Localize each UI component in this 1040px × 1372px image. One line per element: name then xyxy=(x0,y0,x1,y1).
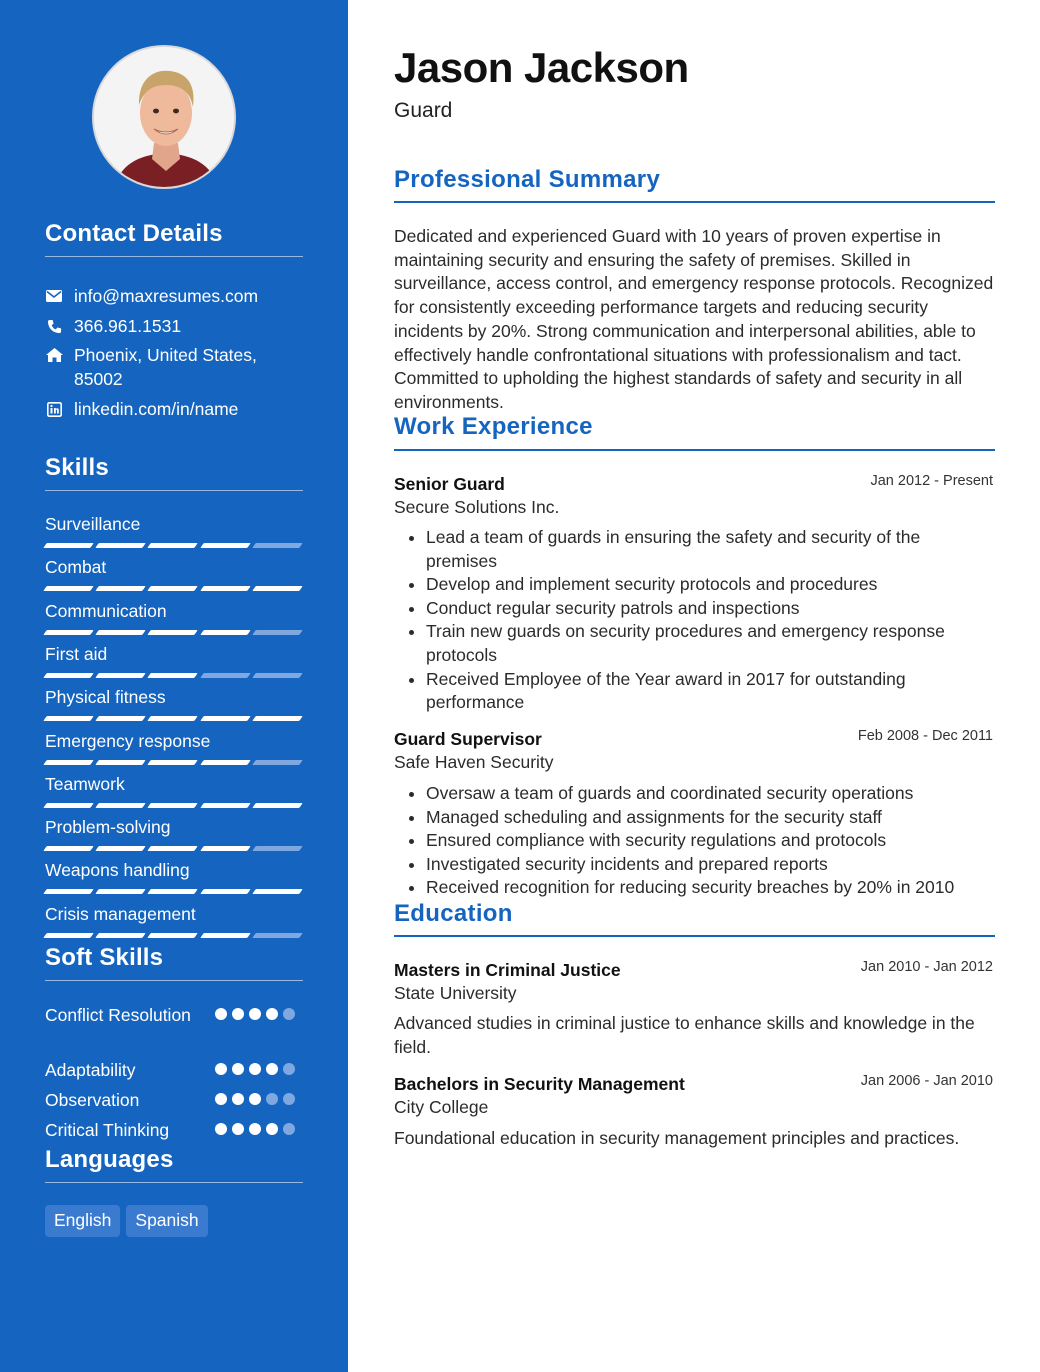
contact-linkedin xyxy=(45,397,284,421)
rating-dot xyxy=(283,1123,295,1135)
contact-heading: Contact Details xyxy=(45,220,223,247)
degree-title: Bachelors in Security Management xyxy=(394,1074,685,1094)
rating-dot xyxy=(249,1123,261,1135)
languages-heading: Languages xyxy=(45,1146,174,1173)
languages-list xyxy=(45,1205,208,1237)
skill-level-segment xyxy=(43,586,94,591)
skill-level-bar xyxy=(45,543,301,548)
summary-heading: Professional Summary xyxy=(394,166,661,193)
divider xyxy=(45,256,303,257)
skill-level-segment xyxy=(148,933,199,938)
skill-level-segment xyxy=(252,543,303,548)
soft-skill-rating xyxy=(215,1008,295,1020)
skill-level-bar xyxy=(45,933,301,938)
rating-dot xyxy=(283,1063,295,1075)
degree-title: Masters in Criminal Justice xyxy=(394,960,621,980)
candidate-title: Guard xyxy=(394,99,453,122)
skill-name: Weapons handling xyxy=(45,860,190,880)
profile-photo xyxy=(94,47,236,189)
skill-level-segment xyxy=(148,543,199,548)
skill-level-segment xyxy=(200,543,251,548)
skill-level-segment xyxy=(148,586,199,591)
skill-level-segment xyxy=(95,630,146,635)
soft-skill-name: Observation xyxy=(45,1090,140,1110)
list-item: Train new guards on security procedures and emergency response protocols xyxy=(394,620,995,667)
skill-level-bar xyxy=(45,586,301,591)
skill-level-segment xyxy=(252,716,303,721)
skill-level-segment xyxy=(95,673,146,678)
school-name: City College xyxy=(394,1097,489,1117)
skill-level-segment xyxy=(252,586,303,591)
rating-dot xyxy=(283,1008,295,1020)
skill-level-segment xyxy=(148,716,199,721)
skill-level-segment xyxy=(43,716,94,721)
rating-dot xyxy=(249,1093,261,1105)
skill-level-segment xyxy=(252,803,303,808)
list-item: Investigated security incidents and prepared reports xyxy=(394,853,995,877)
skill-name: First aid xyxy=(45,644,108,664)
job-bullets xyxy=(394,526,995,715)
job-title: Senior Guard xyxy=(394,474,505,494)
skill-name: Problem-solving xyxy=(45,817,171,837)
job-company: Safe Haven Security xyxy=(394,752,554,772)
skill-level-segment xyxy=(200,889,251,894)
contact-phone xyxy=(45,314,284,338)
skill-level-segment xyxy=(95,716,146,721)
list-item: Ensured compliance with security regulations and protocols xyxy=(394,829,995,853)
divider xyxy=(45,1182,303,1183)
soft-skill-rating xyxy=(215,1093,295,1105)
contact-email xyxy=(45,284,284,308)
skill-level-bar xyxy=(45,846,301,851)
skill-level-segment xyxy=(200,846,251,851)
language-tag: Spanish xyxy=(126,1205,207,1237)
skill-level-segment xyxy=(43,803,94,808)
skill-level-segment xyxy=(200,803,251,808)
home-icon xyxy=(45,343,63,367)
skill-level-bar xyxy=(45,803,301,808)
skill-level-segment xyxy=(148,889,199,894)
phone-text[interactable]: 366.961.1531 xyxy=(74,316,182,336)
job-dates: Feb 2008 - Dec 2011 xyxy=(857,728,993,744)
education-description: Advanced studies in criminal justice to enhance skills and knowledge in the field. xyxy=(394,1013,975,1057)
rating-dot xyxy=(266,1093,278,1105)
skill-name: Emergency response xyxy=(45,731,211,751)
avatar xyxy=(92,45,236,189)
skill-level-segment xyxy=(200,933,251,938)
list-item: Conduct regular security patrols and inspections xyxy=(394,597,995,621)
skill-level-segment xyxy=(95,933,146,938)
skill-name: Physical fitness xyxy=(45,687,166,707)
rating-dot xyxy=(215,1093,227,1105)
skill-level-bar xyxy=(45,889,301,894)
skill-name: Teamwork xyxy=(45,774,125,794)
soft-skill-rating xyxy=(215,1063,295,1075)
rating-dot xyxy=(266,1008,278,1020)
skill-level-segment xyxy=(252,630,303,635)
rating-dot xyxy=(266,1123,278,1135)
skill-level-segment xyxy=(95,803,146,808)
linkedin-icon xyxy=(45,397,63,421)
job-bullets xyxy=(394,782,995,900)
divider xyxy=(394,449,995,451)
skill-level-segment xyxy=(95,543,146,548)
skill-level-segment xyxy=(95,889,146,894)
skill-level-segment xyxy=(252,673,303,678)
skill-level-segment xyxy=(43,889,94,894)
list-item: Lead a team of guards in ensuring the safety and security of the premises xyxy=(394,526,995,573)
skill-level-segment xyxy=(43,846,94,851)
experience-heading: Work Experience xyxy=(394,413,593,440)
skill-level-segment xyxy=(148,630,199,635)
skill-level-segment xyxy=(252,846,303,851)
skill-level-segment xyxy=(148,673,199,678)
contact-address xyxy=(45,343,284,391)
skill-name: Communication xyxy=(45,601,167,621)
rating-dot xyxy=(266,1063,278,1075)
skill-level-segment xyxy=(43,760,94,765)
education-dates: Jan 2006 - Jan 2010 xyxy=(860,1073,993,1089)
linkedin-text[interactable]: linkedin.com/in/name xyxy=(74,399,239,419)
phone-icon xyxy=(45,314,63,338)
job-company: Secure Solutions Inc. xyxy=(394,497,560,517)
sidebar xyxy=(0,0,348,1372)
candidate-name: Jason Jackson xyxy=(394,44,689,91)
skill-level-bar xyxy=(45,760,301,765)
envelope-icon xyxy=(45,284,63,308)
list-item: Oversaw a team of guards and coordinated security operations xyxy=(394,782,995,806)
skill-level-segment xyxy=(148,760,199,765)
list-item: Received recognition for reducing security breaches by 20% in 2010 xyxy=(394,876,995,900)
skill-level-segment xyxy=(200,586,251,591)
soft-skills-heading: Soft Skills xyxy=(45,944,164,971)
skill-level-bar xyxy=(45,716,301,721)
skill-level-segment xyxy=(252,933,303,938)
address-text: Phoenix, United States, 85002 xyxy=(74,345,257,389)
skill-level-segment xyxy=(148,803,199,808)
skill-level-segment xyxy=(95,846,146,851)
skill-level-segment xyxy=(200,716,251,721)
education-heading: Education xyxy=(394,900,513,927)
rating-dot xyxy=(215,1123,227,1135)
rating-dot xyxy=(215,1008,227,1020)
rating-dot xyxy=(215,1063,227,1075)
soft-skill-rating xyxy=(215,1123,295,1135)
skill-level-segment xyxy=(148,846,199,851)
skill-name: Surveillance xyxy=(45,514,141,534)
list-item: Received Employee of the Year award in 2017 for outstanding performance xyxy=(394,668,995,715)
divider xyxy=(394,935,995,937)
divider xyxy=(394,201,995,203)
skill-level-bar xyxy=(45,673,301,678)
list-item: Develop and implement security protocols and procedures xyxy=(394,573,995,597)
skill-level-segment xyxy=(200,630,251,635)
rating-dot xyxy=(232,1123,244,1135)
list-item: Managed scheduling and assignments for the security staff xyxy=(394,806,995,830)
rating-dot xyxy=(249,1008,261,1020)
soft-skill-name: Conflict Resolution xyxy=(45,1005,191,1025)
divider xyxy=(45,490,303,491)
rating-dot xyxy=(232,1008,244,1020)
skill-level-bar xyxy=(45,630,301,635)
rating-dot xyxy=(232,1063,244,1075)
rating-dot xyxy=(283,1093,295,1105)
language-tag: English xyxy=(45,1205,120,1237)
skills-heading: Skills xyxy=(45,454,109,481)
skill-level-segment xyxy=(252,889,303,894)
skill-level-segment xyxy=(43,543,94,548)
rating-dot xyxy=(232,1093,244,1105)
school-name: State University xyxy=(394,983,517,1003)
skill-level-segment xyxy=(252,760,303,765)
education-description: Foundational education in security management principles and practices. xyxy=(394,1128,960,1148)
summary-text: Dedicated and experienced Guard with 10 years of proven expertise in maintaining security and ensuring the safety of premises. Skilled in surveillance, access control, and emergency response protocols. Recognized for consistently exceeding performance targets and reducing security incidents by 20%. Strong communication and interpersonal abilities, able to effectively handle confrontational situations with professionalism and tact. Committed to upholding the highest standards of safety and security in all environments. xyxy=(394,226,994,412)
skill-level-segment xyxy=(43,933,94,938)
job-dates: Jan 2012 - Present xyxy=(870,473,993,489)
skill-level-segment xyxy=(200,673,251,678)
soft-skill-name: Critical Thinking xyxy=(45,1120,170,1140)
skill-level-segment xyxy=(43,673,94,678)
job-title: Guard Supervisor xyxy=(394,729,542,749)
skill-level-segment xyxy=(95,586,146,591)
divider xyxy=(45,980,303,981)
skill-level-segment xyxy=(43,630,94,635)
skill-level-segment xyxy=(200,760,251,765)
email-text[interactable]: info@maxresumes.com xyxy=(74,286,259,306)
skill-level-segment xyxy=(95,760,146,765)
education-dates: Jan 2010 - Jan 2012 xyxy=(860,959,993,975)
skill-name: Crisis management xyxy=(45,904,196,924)
skill-name: Combat xyxy=(45,557,107,577)
rating-dot xyxy=(249,1063,261,1075)
soft-skill-name: Adaptability xyxy=(45,1060,136,1080)
